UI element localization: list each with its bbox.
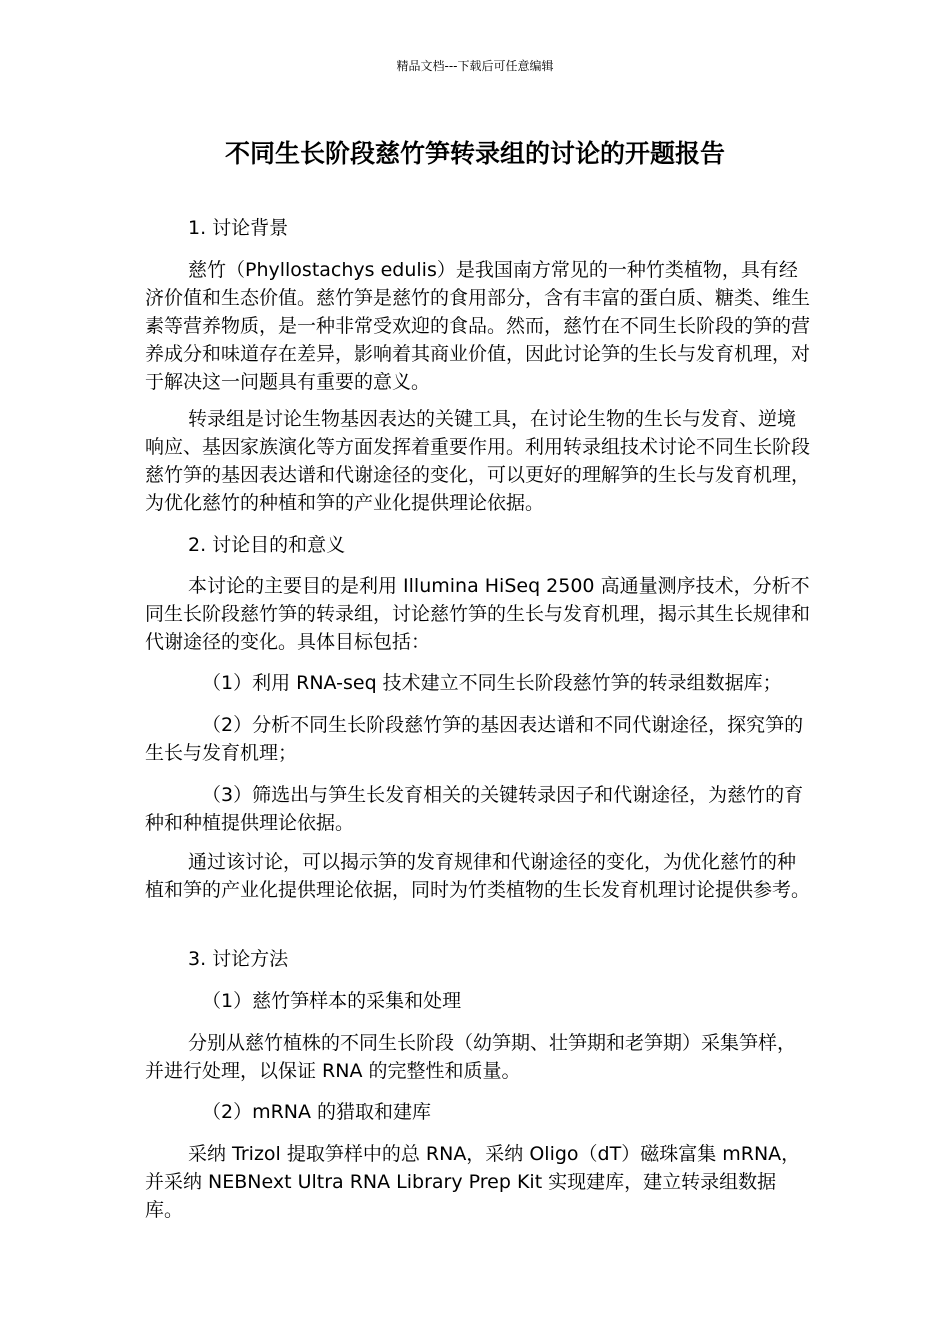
section-heading-methods: 3. 讨论方法 [188,948,289,970]
paragraph-sample-collection: 分别从慈竹植株的不同生长阶段（幼笋期、壮笋期和老笋期）采集笋样，并进行处理，以保证 RNA 的完整性和质量。 [145,1032,797,1082]
section-heading-background: 1. 讨论背景 [188,217,289,239]
paragraph-background: 慈竹（Phyllostachys edulis）是我国南方常见的一种竹类植物，具有经济价值和生态价值。慈竹笋是慈竹的食用部分，含有丰富的蛋白质、糖类、维生素等营养物质，是一种非常受欢迎的食品。然而，慈竹在不同生长阶段的笋的营养成分和味道存在差异，影响着其商业价值，因此讨论笋的生长与发育机理，对于解决这一问题具有重要的意义。 [145,259,811,393]
paragraph-mrna-library: 采纳 Trizol 提取笋样中的总 RNA，采纳 Oligo（dT）磁珠富集 mRNA，并采纳 NEBNext Ultra RNA Library Prep Kit 实现建库，建立转录组数据库。 [145,1143,801,1221]
section-heading-purpose: 2. 讨论目的和意义 [188,534,346,556]
document-title: 不同生长阶段慈竹笋转录组的讨论的开题报告 [224,139,725,168]
paragraph-purpose: 本讨论的主要目的是利用 Illumina HiSeq 2500 高通量测序技术，分析不同生长阶段慈竹笋的转录组，讨论慈竹笋的生长与发育机理，揭示其生长规律和代谢途径的变化。具体目标包括： [145,575,811,653]
paragraph-significance: 通过该讨论，可以揭示笋的发育规律和代谢途径的变化，为优化慈竹的种植和笋的产业化提供理论依据，同时为竹类植物的生长发育机理讨论提供参考。 [145,851,811,901]
list-item-objective-3: （3）筛选出与笋生长发育相关的关键转录因子和代谢途径，为慈竹的育种和种植提供理论依据。 [145,784,804,834]
list-item-objective-2: （2）分析不同生长阶段慈竹笋的基因表达谱和不同代谢途径，探究笋的生长与发育机理； [145,714,804,764]
subheading-sample-collection: （1）慈竹笋样本的采集和处理 [202,990,462,1012]
list-item-objective-1: （1）利用 RNA-seq 技术建立不同生长阶段慈竹笋的转录组数据库； [202,672,782,694]
paragraph-transcriptome: 转录组是讨论生物基因表达的关键工具，在讨论生物的生长与发育、逆境响应、基因家族演化等方面发挥着重要作用。利用转录组技术讨论不同生长阶段慈竹笋的基因表达谱和代谢途径的变化，可以更好的理解笋的生长与发育机理，为优化慈竹的种植和笋的产业化提供理论依据。 [145,408,811,514]
subheading-mrna-library: （2）mRNA 的猎取和建库 [202,1101,432,1123]
page-header: 精品文档---下载后可任意编辑 [396,59,554,73]
